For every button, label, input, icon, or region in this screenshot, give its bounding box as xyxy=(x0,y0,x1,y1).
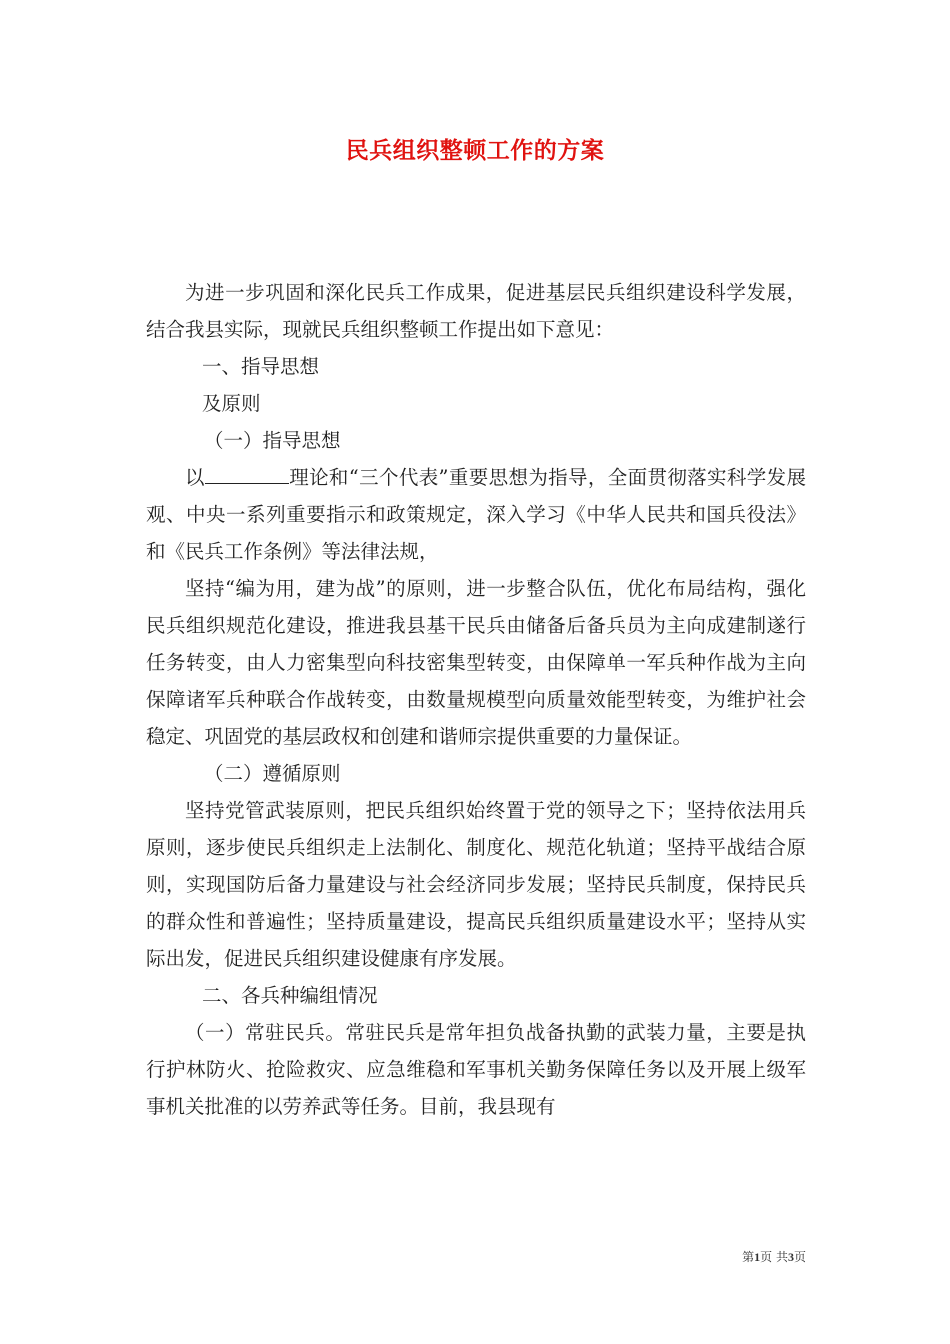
section2-heading: 二、各兵种编组情况 xyxy=(202,984,378,1007)
footer-suffix: 页 xyxy=(793,1250,806,1264)
principle-paragraph: 坚持“编为用，建为战”的原则，进一步整合队伍，优化布局结构，强化民兵组织规范化建设，推进我县基干民兵由储备后备兵员为主向成建制遂行任务转变，由人力密集型向科技密集型转变，由保障单一军兵种作战为主向保障诸军兵种联合作战转变，由数量规模型向质量效能型转变，为维护社会稳定、巩固党的基层政权和创建和谐师宗提供重要的力量保证。 xyxy=(146,577,806,748)
section1-heading-part2: 及原则 xyxy=(202,392,261,415)
subsection1-heading: （一）指导思想 xyxy=(204,429,341,452)
resident-militia-paragraph: （一）常驻民兵。常驻民兵是常年担负战备执勤的武装力量，主要是执行护林防火、抢险救灾、应急维稳和军事机关勤务保障任务以及开展上级军事机关批准的以劳养武等任务。目前，我县现有 xyxy=(146,1021,806,1118)
footer-middle: 页 共 xyxy=(760,1250,788,1264)
fill-in-blank xyxy=(205,483,289,484)
guiding-ideology-paragraph xyxy=(146,459,806,570)
footer-current-page: 1 xyxy=(754,1250,761,1264)
section1-heading-part1: 一、指导思想 xyxy=(202,355,320,378)
footer-total-pages: 3 xyxy=(787,1250,794,1264)
intro-paragraph: 为进一步巩固和深化民兵工作成果，促进基层民兵组织建设科学发展，结合我县实际，现就民兵组织整顿工作提出如下意见： xyxy=(146,281,806,341)
subsection2-heading: （二）遵循原则 xyxy=(204,762,341,785)
guiding-ideology-text: 理论和“三个代表”重要思想为指导，全面贯彻落实科学发展观、中央一系列重要指示和政策规定，深入学习《中华人民共和国兵役法》和《民兵工作条例》等法律法规， xyxy=(146,466,806,563)
follow-principles-paragraph: 坚持党管武装原则，把民兵组织始终置于党的领导之下；坚持依法用兵原则，逐步使民兵组织走上法制化、制度化、规范化轨道；坚持平战结合原则，实现国防后备力量建设与社会经济同步发展；坚持民兵制度，保持民兵的群众性和普遍性；坚持质量建设，提高民兵组织质量建设水平；坚持从实际出发，促进民兵组织建设健康有序发展。 xyxy=(146,799,806,970)
document-title: 民兵组织整顿工作的方案 xyxy=(345,137,605,164)
guiding-ideology-prefix: 以 xyxy=(185,466,205,489)
page-number-footer xyxy=(700,1248,806,1265)
document-body xyxy=(146,274,806,1125)
footer-prefix: 第 xyxy=(742,1250,755,1264)
